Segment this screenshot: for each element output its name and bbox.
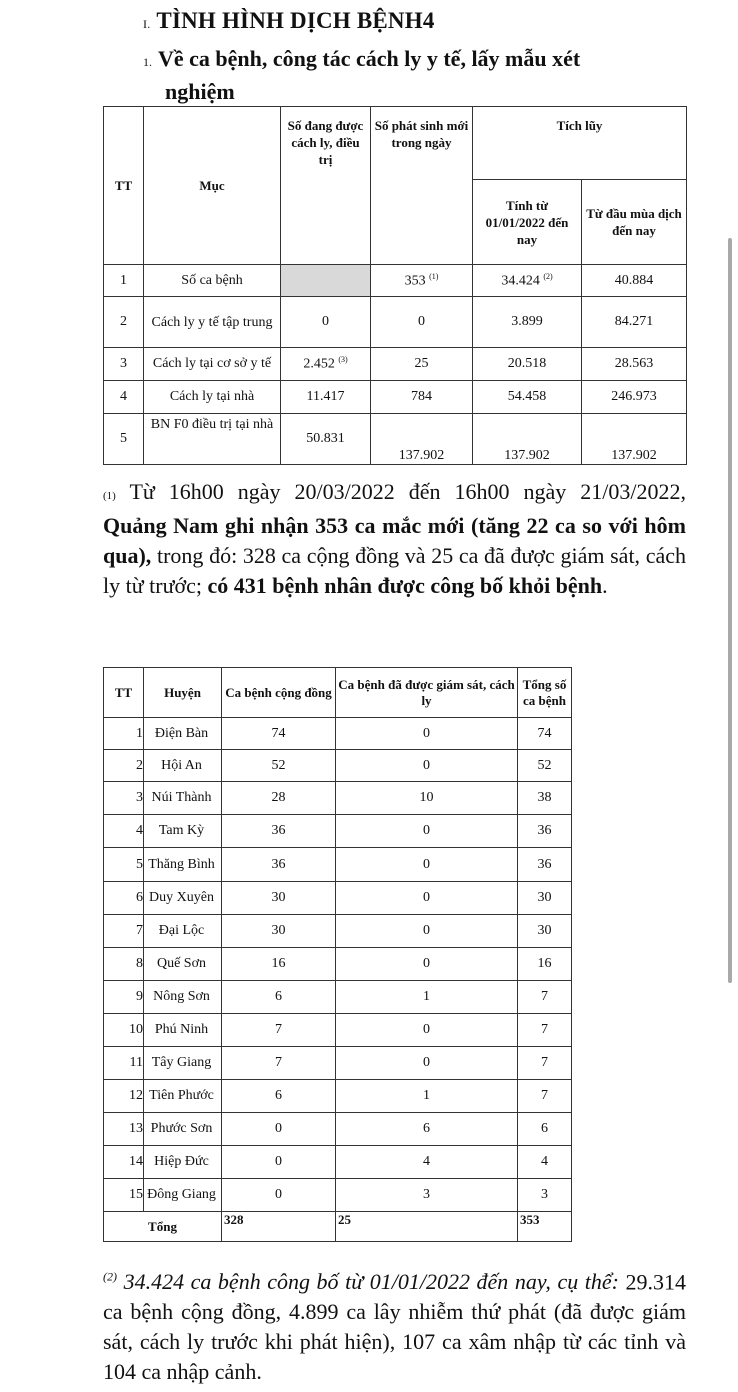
footnote-italic: 34.424 ca bệnh công bố từ 01/01/2022 đến nay, cụ thể: (123, 1269, 619, 1295)
row-huyen: Tây Giang (144, 1047, 222, 1080)
row-dang: 0 (281, 297, 371, 348)
table-row (104, 1014, 572, 1047)
row-cong-dong: 0 (222, 1146, 336, 1179)
row-muc: Cách ly tại nhà (144, 381, 281, 414)
subsection-title-line2: nghiệm (165, 79, 235, 104)
row-cong-dong: 6 (222, 1080, 336, 1113)
row-giam-sat: 0 (336, 718, 518, 750)
table-row (104, 1047, 572, 1080)
table-row (104, 782, 572, 815)
row-tt: 3 (104, 348, 144, 381)
subsection-number: 1. (143, 55, 152, 69)
row-tt: 3 (104, 782, 144, 815)
footnote-ref: (3) (338, 355, 348, 365)
footnote-2 (103, 1262, 686, 1387)
total-giam-sat: 25 (336, 1212, 518, 1242)
row-tu-dau: 40.884 (582, 265, 687, 297)
row-phat-sinh: 784 (371, 381, 473, 414)
section-heading (143, 8, 435, 34)
subsection-heading (143, 44, 688, 107)
table-row (104, 1146, 572, 1179)
row-giam-sat: 6 (336, 1113, 518, 1146)
section-title: TÌNH HÌNH DỊCH BỆNH4 (156, 8, 435, 33)
table-row (104, 718, 572, 750)
row-tt: 10 (104, 1014, 144, 1047)
row-huyen: Duy Xuyên (144, 882, 222, 915)
table-row (104, 915, 572, 948)
row-phat-sinh (371, 265, 473, 297)
row-cong-dong: 30 (222, 882, 336, 915)
row-huyen: Đại Lộc (144, 915, 222, 948)
footnote-text: 29.314 ca bệnh cộng đồng, 4.899 ca lây nhiễm thứ phát (đã được giám sát, cách ly trước khi phát hiện), 107 ca xâm nhập từ các tỉnh và 104 ca nhập cảnh. (103, 1269, 687, 1385)
row-huyen: Phú Ninh (144, 1014, 222, 1047)
row-cong-dong: 7 (222, 1047, 336, 1080)
row-cong-dong: 28 (222, 782, 336, 815)
footnote-text: . (602, 573, 608, 598)
row-huyen: Nông Sơn (144, 981, 222, 1014)
row-phat-sinh: 25 (371, 348, 473, 381)
row-muc: Cách ly y tế tập trung (144, 297, 281, 348)
row-phat-sinh: 137.902 (371, 414, 473, 465)
value: 34.424 (501, 273, 540, 289)
footnote-ref: (2) (543, 271, 553, 281)
row-tt: 1 (104, 718, 144, 750)
row-dang (281, 348, 371, 381)
section-number: I. (143, 17, 151, 31)
row-giam-sat: 0 (336, 848, 518, 882)
row-cong-dong: 16 (222, 948, 336, 981)
row-tt: 11 (104, 1047, 144, 1080)
row-huyen: Thăng Bình (144, 848, 222, 882)
row-huyen: Phước Sơn (144, 1113, 222, 1146)
row-giam-sat: 0 (336, 882, 518, 915)
row-tong: 3 (518, 1179, 572, 1212)
table-row (104, 265, 687, 297)
row-huyen: Điện Bàn (144, 718, 222, 750)
header-phat-sinh: Số phát sinh mới trong ngày (371, 107, 473, 265)
value: 2.452 (303, 356, 335, 372)
table-row (104, 297, 687, 348)
scrollbar[interactable] (728, 238, 732, 983)
row-huyen: Hiệp Đức (144, 1146, 222, 1179)
row-tong: 7 (518, 1014, 572, 1047)
row-giam-sat: 4 (336, 1146, 518, 1179)
row-tong: 36 (518, 848, 572, 882)
row-dang: 11.417 (281, 381, 371, 414)
row-tong: 7 (518, 981, 572, 1014)
row-tt: 6 (104, 882, 144, 915)
row-tt: 15 (104, 1179, 144, 1212)
row-tu-nam: 20.518 (473, 348, 582, 381)
table-row (104, 848, 572, 882)
row-tu-dau: 84.271 (582, 297, 687, 348)
row-giam-sat: 0 (336, 1047, 518, 1080)
table-row (104, 1179, 572, 1212)
table-row (104, 750, 572, 782)
row-huyen: Đông Giang (144, 1179, 222, 1212)
row-dang: 50.831 (281, 414, 371, 465)
footnote-1 (103, 477, 686, 601)
footnote-text: Từ 16h00 ngày 20/03/2022 đến 16h00 ngày 21/03/2022, (129, 479, 687, 504)
row-giam-sat: 0 (336, 750, 518, 782)
header-tt: TT (104, 668, 144, 718)
row-phat-sinh: 0 (371, 297, 473, 348)
table-row (104, 381, 687, 414)
row-huyen: Tam Kỳ (144, 815, 222, 848)
footnote-ref: (1) (429, 271, 439, 281)
row-tt: 8 (104, 948, 144, 981)
footnote-bold: có 431 bệnh nhân được công bố khỏi bệnh (207, 573, 603, 598)
row-tu-dau: 246.973 (582, 381, 687, 414)
row-cong-dong: 7 (222, 1014, 336, 1047)
header-muc: Mục (144, 107, 281, 265)
header-tong: Tổng số ca bệnh (518, 668, 572, 718)
footnote-marker: (1) (103, 490, 116, 502)
subsection-title-line1: Về ca bệnh, công tác cách ly y tế, lấy mẫu xét (158, 46, 581, 71)
total-cong-dong: 328 (222, 1212, 336, 1242)
row-tt: 14 (104, 1146, 144, 1179)
row-tong: 38 (518, 782, 572, 815)
row-tong: 7 (518, 1047, 572, 1080)
header-cong-dong: Ca bệnh cộng đồng (222, 668, 336, 718)
row-giam-sat: 10 (336, 782, 518, 815)
row-tong: 4 (518, 1146, 572, 1179)
row-huyen: Quế Sơn (144, 948, 222, 981)
row-tong: 36 (518, 815, 572, 848)
row-cong-dong: 36 (222, 848, 336, 882)
row-tt: 9 (104, 981, 144, 1014)
row-tt: 13 (104, 1113, 144, 1146)
row-tu-nam: 3.899 (473, 297, 582, 348)
row-cong-dong: 30 (222, 915, 336, 948)
footnote-text: trong đó: 328 ca cộng đồng và 25 ca đã được giám sát, cách ly từ trước; (103, 543, 687, 598)
row-tong: 30 (518, 882, 572, 915)
row-tu-nam (473, 265, 582, 297)
row-giam-sat: 0 (336, 915, 518, 948)
table-row (104, 348, 687, 381)
row-tt: 2 (104, 297, 144, 348)
header-tu-dau: Từ đầu mùa dịch đến nay (582, 180, 687, 265)
row-tt: 4 (104, 381, 144, 414)
row-tong: 74 (518, 718, 572, 750)
table-row (104, 815, 572, 848)
row-giam-sat: 1 (336, 1080, 518, 1113)
row-giam-sat: 3 (336, 1179, 518, 1212)
row-cong-dong: 36 (222, 815, 336, 848)
header-tt: TT (104, 107, 144, 265)
cases-summary-table (103, 106, 687, 465)
row-dang (281, 265, 371, 297)
header-huyen: Huyện (144, 668, 222, 718)
row-tu-dau: 28.563 (582, 348, 687, 381)
table-row (104, 1080, 572, 1113)
table-row (104, 948, 572, 981)
row-giam-sat: 0 (336, 1014, 518, 1047)
table-row (104, 981, 572, 1014)
row-tt: 4 (104, 815, 144, 848)
header-dang: Số đang được cách ly, điều trị (281, 107, 371, 265)
row-giam-sat: 0 (336, 948, 518, 981)
row-cong-dong: 0 (222, 1113, 336, 1146)
row-tu-dau: 137.902 (582, 414, 687, 465)
total-label: Tổng (104, 1212, 222, 1242)
table-row (104, 882, 572, 915)
row-giam-sat: 1 (336, 981, 518, 1014)
row-tong: 6 (518, 1113, 572, 1146)
row-tt: 1 (104, 265, 144, 297)
header-tu-nam: Tính từ 01/01/2022 đến nay (473, 180, 582, 265)
row-cong-dong: 6 (222, 981, 336, 1014)
header-giam-sat: Ca bệnh đã được giám sát, cách ly (336, 668, 518, 718)
row-tong: 52 (518, 750, 572, 782)
row-tt: 7 (104, 915, 144, 948)
total-tong: 353 (518, 1212, 572, 1242)
row-tong: 7 (518, 1080, 572, 1113)
table-row (104, 1113, 572, 1146)
row-muc: Cách ly tại cơ sở y tế (144, 348, 281, 381)
footnote-bold: Quảng Nam ghi nhận 353 ca mắc mới (tăng 22 ca so với hôm qua), (103, 513, 686, 568)
row-tu-nam: 137.902 (473, 414, 582, 465)
row-tong: 16 (518, 948, 572, 981)
row-huyen: Tiên Phước (144, 1080, 222, 1113)
total-row (104, 1212, 572, 1242)
row-muc: BN F0 điều trị tại nhà (144, 414, 281, 465)
row-tt: 2 (104, 750, 144, 782)
footnote-marker: (2) (103, 1270, 117, 1284)
district-cases-table (103, 667, 572, 1242)
row-giam-sat: 0 (336, 815, 518, 848)
row-tt: 12 (104, 1080, 144, 1113)
row-tt: 5 (104, 414, 144, 465)
row-tt: 5 (104, 848, 144, 882)
row-huyen: Hội An (144, 750, 222, 782)
value: 353 (404, 273, 426, 289)
row-tong: 30 (518, 915, 572, 948)
row-huyen: Núi Thành (144, 782, 222, 815)
header-tich-luy: Tích lũy (473, 107, 687, 180)
table-row (104, 414, 687, 465)
row-cong-dong: 74 (222, 718, 336, 750)
row-muc: Số ca bệnh (144, 265, 281, 297)
row-cong-dong: 0 (222, 1179, 336, 1212)
row-tu-nam: 54.458 (473, 381, 582, 414)
row-cong-dong: 52 (222, 750, 336, 782)
